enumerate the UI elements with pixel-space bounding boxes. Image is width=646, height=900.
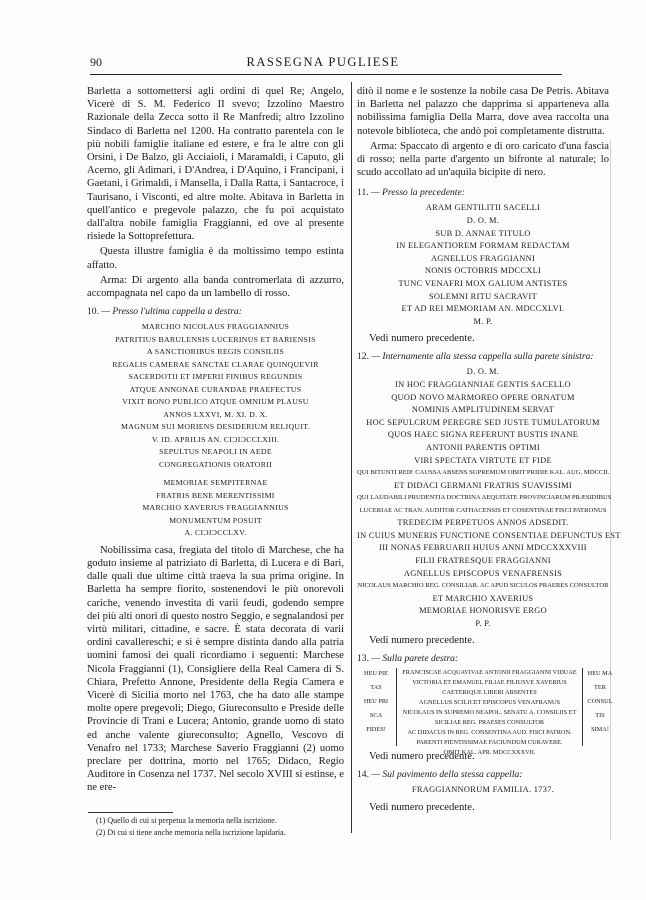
- inscription-line: V. ID. APRILIS AN. CIƆIƆCCLXIII.: [151, 434, 280, 444]
- cross-reference-note: Vedi numero precedente.: [369, 751, 475, 763]
- inscription-line: CONGREGATIONIS ORATORII: [158, 459, 273, 469]
- footnote: (1) Quello di cui si perpetua la memoria nella iscrizione.: [96, 816, 277, 825]
- inscription-line: IN ELEGANTIOREM FORMAM REDACTAM: [396, 241, 570, 251]
- inscription-13-frame: [396, 668, 583, 757]
- inscription-13-left-words: [361, 668, 391, 738]
- inscription-line: MAGNUM SUI MORIENS DESIDERIUM RELIQUIT.: [121, 422, 310, 432]
- inscription-line: A. CIƆIƆCCLXV.: [184, 528, 247, 538]
- inscription-line: SICILIAE REG. PRAESES CONSULTOR: [434, 719, 545, 727]
- running-title: RASSEGNA PUGLIESE: [246, 55, 400, 69]
- inscription-line: MARCHIO NICOLAUS FRAGGIANNIUS: [141, 322, 290, 332]
- item-caption-12: 12. — Internamente alla stessa cappella sulla parete sinistra:: [357, 351, 594, 363]
- cross-reference-note: Vedi numero precedente.: [369, 801, 475, 813]
- inscription-line: MEMORIAE HONORISVE ERGO: [419, 606, 547, 616]
- inscription-line: PARENTI PIENTISSIMAE FACIUNDUM CURAVERE.: [416, 739, 563, 747]
- inscription-line: VICTORIA ET EMANUEL FILIAE FILIUSVE XAVERIUS: [412, 679, 567, 687]
- inscription-line: OBIIT KAL. APR. MDCCXXXVII.: [443, 749, 536, 757]
- column-divider: [351, 82, 352, 833]
- footnote: (2) Di cui si tiene anche memoria nella iscrizione lapidaria.: [96, 827, 286, 837]
- item-number: 10.: [87, 306, 99, 318]
- item-caption-14: 14. — Sul pavimento della stessa cappella:: [357, 769, 523, 781]
- inscription-line: NICOLAUS MARCHIO REG. CONSILIAR. AC APUD SICULOS PRAERES CONSULTOR: [357, 582, 609, 590]
- inscription-line: SIMA!: [591, 726, 609, 734]
- inscription-line: TUNC VENAFRI MOX GALIUM ANTISTES: [398, 278, 568, 288]
- item-caption-text: Presso l'ultima cappella a destra:: [112, 306, 242, 318]
- inscription-10-a: [87, 321, 344, 471]
- footnote-rule: [88, 812, 173, 813]
- item-caption-11: 11. — Presso la precedente:: [357, 187, 465, 199]
- inscription-14-line: FRAGGIANNORUM FAMILIA. 1737.: [411, 785, 555, 795]
- inscription-line: D. O. M.: [466, 216, 500, 226]
- inscription-line: D. O. M.: [466, 367, 500, 377]
- inscription-line: FRATRIS BENE MERENTISSIMI: [156, 490, 275, 500]
- inscription-line: ANTONII PARENTIS OPTIMI: [426, 442, 540, 452]
- inscription-line: QUOS HAEC SIGNA REFERUNT BUSTIS INANE: [387, 430, 579, 440]
- inscription-line: TIS: [595, 712, 605, 720]
- item-caption-13: 13. — Sulla parete destra:: [357, 653, 459, 665]
- body-paragraph: ditò il nome e le sostenze la nobile casa De Petris. Abitava in Barletta nel palazzo che dapprima si apparteneva alla nobilissima famiglia Della Marra, dove avea raccolta una notevole biblioteca, che andò poi completamente distrutta.: [357, 86, 609, 137]
- item-caption-text: Sul pavimento della stessa cappella:: [382, 769, 523, 781]
- inscription-13-right-words: [585, 668, 615, 738]
- inscription-line: SUB D. ANNAE TITULO: [435, 228, 531, 238]
- body-paragraph: Arma: Spaccato di argento e di oro caricato d'una fascia di rosso; nella parte d'argento un bifronte al naturale; lo scudo accollato ad un'aquila bicipite di nero.: [357, 140, 609, 179]
- inscription-line: TREDECIM PERPETUOS ANNOS ADSEDIT.: [397, 518, 569, 528]
- inscription-line: M. P.: [473, 316, 493, 326]
- inscription-line: NICOLAUS IN SUPREMO NEAPOL. SENATU A. CONSILIIS ET: [402, 709, 577, 717]
- inscription-line: ET AD REI MEMORIAM AN. MDCCXLVI.: [401, 304, 565, 314]
- inscription-line: LUCERIAE AC TRAN. AUDITOR CATHACENSIS ET COSENTINAE FISCI PATRONUS: [359, 506, 607, 514]
- item-caption-text: Presso la precedente:: [381, 187, 465, 199]
- inscription-10-b: [87, 477, 344, 540]
- item-caption-text: Internamente alla stessa cappella sulla parete sinistra:: [382, 351, 594, 363]
- inscription-line: TAS: [370, 684, 382, 692]
- inscription-line: HEU MA: [587, 670, 613, 678]
- body-paragraph: Barletta a sottomettersi agli ordini di quel Re; Angelo, Vicerè di S. M. Federico II svevo; Izzolino Maestro Razionale della Zecca sotto il Re Manfredi; altro Izzolino Sindaco di Barletta nel 1200. Ha contratto parentela con le più nobili famiglie italiane ed estere, e fra le altre con gli Orsini, i De Balzo, gli Acciaioli, i Maramaldi, i Caputo, gli Acerno, gli Adimari, i D'Andrea, i D'Aquino, i Francipani, i Gaetani, i Grimaldi, i Mansella, i Dalla Ratta, i Santacroce, i Taurisano, i Visconti, ed altre molte. Abitava in Barletta in quell'antico e pregevole palazzo, che fu poi acquistato dall'altra nobile famiglia Fraggianni, ed ove al presente risiede la Sottoprefettura.: [87, 86, 344, 243]
- inscription-11: [357, 202, 609, 328]
- inscription-line: HEU PRI: [363, 698, 389, 706]
- page-number: 90: [90, 55, 102, 69]
- item-number: 12.: [357, 351, 369, 363]
- inscription-line: III NONAS FEBRUARII HUIUS ANNI MDCCXXXVIII: [379, 543, 587, 553]
- inscription-line: CONSUL: [587, 698, 613, 706]
- inscription-line: AC DIDACUS IN REG. CONSENTINA AUD. FISCI PATRON.: [407, 729, 572, 737]
- inscription-line: SOLEMNI RITU SACRAVIT: [428, 291, 538, 301]
- inscription-line: HOC SEPULCRUM PEREGRE SED JUSTE TUMULATORUM: [366, 417, 600, 427]
- left-column: [87, 85, 344, 797]
- inscription-line: NOMINIS AMPLITUDINEM SERVAT: [411, 405, 555, 415]
- footnotes: [96, 815, 346, 838]
- item-number: 13.: [357, 653, 369, 665]
- body-paragraph: Arma: Di argento alla banda contromerlata di azzurro, accompagnata nel capo da un lambello di rosso.: [87, 274, 344, 300]
- inscription-line: ET MARCHIO XAVERIUS: [432, 593, 534, 603]
- inscription-line: SACERDOTII ET IMPERII FINIBUS REGUNDIS: [128, 372, 303, 382]
- inscription-line: REGALIS CAMERAE SANCTAE CLARAE QUINQUEVIR: [112, 359, 319, 369]
- inscription-line: VIXIT BONO PUBLICO ATQUE OMNIUM PLAUSU: [122, 397, 309, 407]
- inscription-line: VIRI SPECTATA VIRTUTE ET FIDE: [414, 455, 552, 465]
- inscription-line: QUI LAUDABILI PRUDENTIA DOCTRINA AEQUITATE PROVINCIARUM PRÆSIDIBUS: [357, 494, 612, 502]
- inscription-line: IN HOC FRAGGIANNIAE GENTIS SACELLO: [395, 379, 571, 389]
- inscription-line: MARCHIO XAVERIUS FRAGGIANNIUS: [142, 503, 289, 513]
- inscription-line: MONUMENTUM POSUIT: [169, 515, 262, 525]
- body-paragraph: Questa illustre famiglia è da moltissimo tempo estinta affatto.: [87, 246, 344, 271]
- item-number: 14.: [357, 769, 369, 781]
- inscription-line: HEU PIE: [364, 670, 388, 678]
- inscription-line: IN CUIUS MUNERIS FUNCTIONE CONSENTIAE DEFUNCTUS EST: [357, 530, 621, 540]
- inscription-line: ET DIDACI GERMANI FRATRIS SUAVISSIMI: [393, 480, 572, 490]
- inscription-12: [357, 366, 621, 630]
- inscription-line: FRANCISCAE ACQUAVIVAE ANTONII FRAGGIANNI VIDUAE: [402, 669, 577, 677]
- inscription-line: P. P.: [475, 618, 491, 628]
- inscription-line: FIDES!: [366, 726, 386, 734]
- right-column: [357, 85, 621, 820]
- inscription-line: FILII FRATRESQUE FRAGGIANNI: [415, 555, 551, 565]
- inscription-line: MEMORIAE SEMPITERNAE: [163, 478, 268, 488]
- inscription-line: ANNOS LXXVI, M. XI. D. X.: [163, 409, 268, 419]
- inscription-line: AGNELLUS SCILICET EPISCOPUS VENAFRANUS: [419, 699, 560, 707]
- inscription-line: SCA: [369, 712, 383, 720]
- header-rule: [90, 74, 562, 75]
- item-number: 11.: [357, 187, 369, 199]
- inscription-line: AGNELLUS FRAGGIANNI: [430, 253, 536, 263]
- item-caption-10: 10. — Presso l'ultima cappella a destra:: [87, 306, 242, 318]
- inscription-line: TER: [594, 684, 606, 692]
- inscription-line: AGNELLUS EPISCOPUS VENAFRENSIS: [403, 568, 563, 578]
- body-paragraph: Nobilissima casa, fregiata del titolo di Marchese, che ha goduto insieme al patriziato di Barletta, di Lucera e di Bari, dalle quali due ultime città traeva la sua prima origine. In Barletta ha sempre fiorito, sostenendovi le più onorevoli cariche, venendo investita di varii feudi, godendo sempre dei più alti onori di questo nostro Seggio, e segnalandosi per virtù militari, cittadine, e sacre. È stata decorata di varii ordini cavallereschi; e si è sempre distinta dando alla patria uomini famosi dei quali ricordiamo i seguenti: Marchese Nicola Fraggianni (1), Consigliere della Real Camera di S. Chiara, Prefetto Annone, Presidente della Regia Camera e Vicerè di Sicilia morto nel 1763, che ha dato alle stampe molte opere pregevoli; Diego, Giureconsulto e Preside delle Provincie di Trani e Lucera; Antonio, grande uomo di stato ed anche valente giureconsulto; Agnello, Vescovo di Venafro nel 1733; Marchese Saverio Fraggianni (2) uomo preclare per dottrina, morto nel 1765; Didaco, Regio Auditore in Cosenza nel 1737. Nel secolo XVIII si estinse, e ne ere-: [87, 544, 344, 794]
- inscription-line: SEPULTUS NEAPOLI IN AEDE: [159, 447, 272, 457]
- inscription-line: A SANCTIORIBUS REGIS CONSILIIS: [146, 347, 284, 357]
- inscription-line: PATRITIUS BARULENSIS LUCERINUS ET BARIENSIS: [115, 334, 316, 344]
- cross-reference-note: Vedi numero precedente.: [369, 635, 475, 647]
- inscription-line: QUI BITUNTI REIP. CAUSSA ABSENS SUPREMUM OBIIT PRIDIE KAL. AUG. MDCCII.: [357, 469, 610, 477]
- inscription-line: QUOD NOVO MARMOREO OPERE ORNATUM: [391, 392, 575, 402]
- item-caption-text: Sulla parete destra:: [382, 653, 459, 665]
- inscription-line: CAETERIQUE LIBERI ABSENTES: [442, 689, 537, 697]
- inscription-line: ARAM GENTILITII SACELLI: [425, 203, 541, 213]
- inscription-line: NONIS OCTOBRIS MDCCXLI: [424, 266, 542, 276]
- inscription-line: ATQUE ANNONAE CURANDAE PRAEFECTUS: [129, 384, 302, 394]
- cross-reference-note: Vedi numero precedente.: [369, 333, 475, 345]
